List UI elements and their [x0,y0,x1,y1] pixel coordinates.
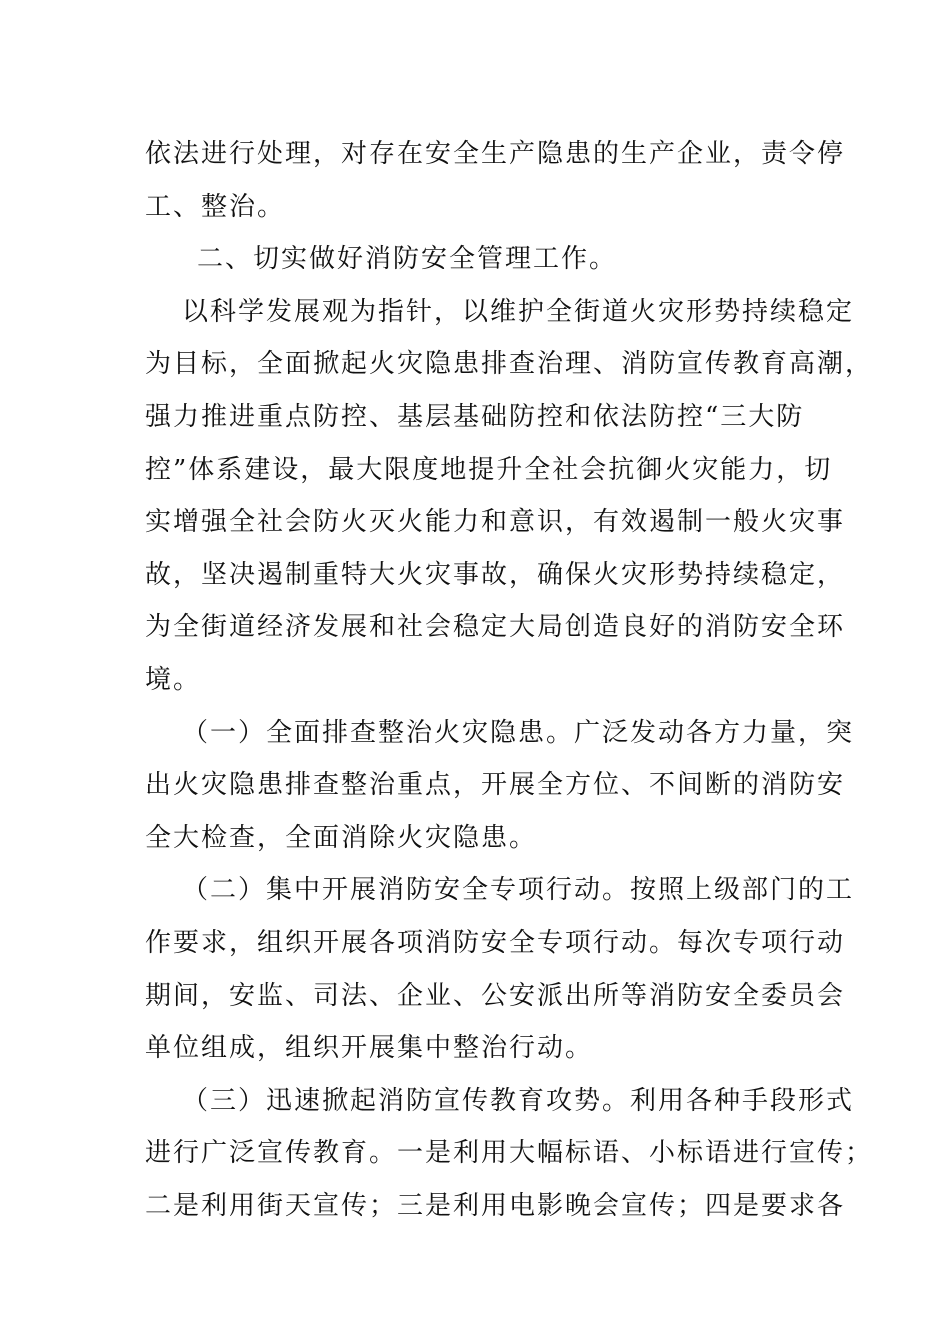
text-line: 作要求，组织开展各项消防安全专项行动。每次专项行动 [145,927,846,958]
document-body [145,128,874,1232]
text-line: 依法进行处理，对存在安全生产隐患的生产企业，责令停 [145,139,846,169]
text-line: 全大检查，全面消除火灾隐患。 [145,822,538,853]
text-line: 进行广泛宣传教育。一是利用大幅标语、小标语进行宣传； [145,1138,874,1169]
text-line: 出火灾隐患排查整治重点，开展全方位、不间断的消防安 [145,770,846,801]
text-line: 控”体系建设，最大限度地提升全社会抗御火灾能力，切 [145,454,833,485]
text-line: 单位组成，组织开展集中整治行动。 [145,1033,594,1064]
text-line: 故，坚决遏制重特大火灾事故，确保火灾形势持续稳定， [145,559,846,590]
text-line: （二）集中开展消防安全专项行动。按照上级部门的工 [182,875,855,906]
text-line: 期间，安监、司法、企业、公安派出所等消防安全委员会 [145,980,846,1011]
text-line: 工、整治。 [145,191,286,222]
paragraph-item-2 [145,864,855,1074]
text-line: 二是利用街天宣传；三是利用电影晚会宣传；四是要求各 [145,1190,846,1221]
text-line: 为全街道经济发展和社会稳定大局创造良好的消防安全环 [145,612,846,643]
paragraph-intro [145,286,874,707]
text-line: 为目标，全面掀起火灾隐患排查治理、消防宣传教育高潮， [145,349,874,380]
paragraph-item-3 [145,1075,874,1233]
paragraph-continuation [145,128,846,233]
text-line: 二、切实做好消防安全管理工作。 [197,244,618,275]
paragraph-item-1 [145,707,855,865]
text-line: （三）迅速掀起消防宣传教育攻势。利用各种手段形式 [182,1085,855,1116]
text-line: 境。 [145,664,202,695]
text-line: 实增强全社会防火灭火能力和意识，有效遏制一般火灾事 [145,507,846,538]
text-line: （一）全面排查整治火灾隐患。广泛发动各方力量，突 [182,717,855,748]
text-line: 以科学发展观为指针，以维护全街道火灾形势持续稳定 [182,296,855,327]
section-heading [145,233,800,286]
text-line: 强力推进重点防控、基层基础防控和依法防控“三大防 [145,401,805,432]
